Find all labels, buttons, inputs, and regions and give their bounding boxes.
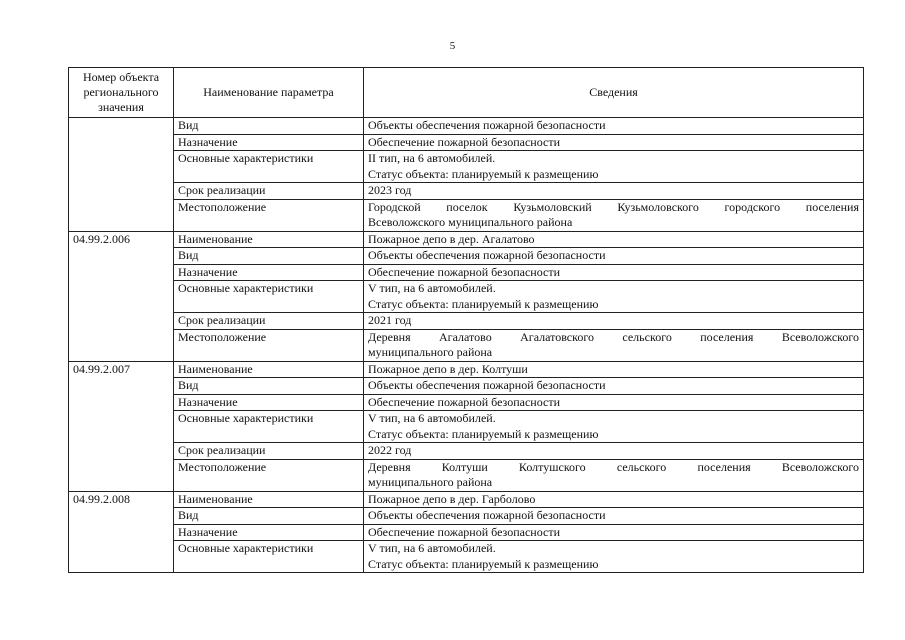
details-cell <box>364 231 864 248</box>
details-line: Городской поселок Кузьмоловский Кузьмоловского городского поселения <box>368 199 859 214</box>
parameter-name-cell: Срок реализации <box>174 183 364 200</box>
details-cell <box>364 151 864 183</box>
object-number-cell <box>69 118 174 232</box>
details-cell <box>364 411 864 443</box>
details-line: Статус объекта: планируемый к размещению <box>368 556 599 571</box>
table-row <box>69 361 864 378</box>
parameter-name-cell: Наименование <box>174 231 364 248</box>
details-line: Объекты обеспечения пожарной безопасности <box>368 508 606 522</box>
details-line: Пожарное депо в дер. Агалатово <box>368 231 535 246</box>
details-cell <box>364 508 864 525</box>
table-row <box>69 134 864 151</box>
header-object-number: Номер объекта регионального значения <box>69 68 174 118</box>
object-number-cell: 04.99.2.007 <box>69 361 174 491</box>
details-cell <box>364 524 864 541</box>
parameter-name-cell: Местоположение <box>174 329 364 361</box>
details-cell <box>364 443 864 460</box>
details-line: Всеволожского муниципального района <box>368 215 573 229</box>
table-row <box>69 199 864 231</box>
table-row <box>69 378 864 395</box>
parameter-name-cell: Назначение <box>174 264 364 281</box>
details-line: Пожарное депо в дер. Гарболово <box>368 491 536 506</box>
parameter-name-cell: Срок реализации <box>174 443 364 460</box>
object-number-cell: 04.99.2.006 <box>69 231 174 361</box>
object-number-cell: 04.99.2.008 <box>69 491 174 573</box>
table-row <box>69 524 864 541</box>
details-cell <box>364 394 864 411</box>
parameter-name-cell: Местоположение <box>174 459 364 491</box>
details-line: Объекты обеспечения пожарной безопасности <box>368 378 606 392</box>
parameter-name-cell: Вид <box>174 378 364 395</box>
details-cell <box>364 541 864 573</box>
details-cell <box>364 459 864 491</box>
details-line: Обеспечение пожарной безопасности <box>368 394 561 409</box>
details-line: V тип, на 6 автомобилей. <box>368 411 496 425</box>
parameter-name-cell: Наименование <box>174 361 364 378</box>
parameter-name-cell: Вид <box>174 118 364 135</box>
details-cell <box>364 183 864 200</box>
table-row <box>69 231 864 248</box>
details-line: V тип, на 6 автомобилей. <box>368 281 496 295</box>
details-cell <box>364 329 864 361</box>
details-line: муниципального района <box>368 475 493 489</box>
details-line: II тип, на 6 автомобилей. <box>368 151 496 165</box>
table-row <box>69 541 864 573</box>
details-cell <box>364 313 864 330</box>
details-cell <box>364 199 864 231</box>
details-line: 2022 год <box>368 443 412 457</box>
table-row <box>69 183 864 200</box>
table-row <box>69 411 864 443</box>
details-cell <box>364 378 864 395</box>
parameter-name-cell: Основные характеристики <box>174 411 364 443</box>
table-row <box>69 394 864 411</box>
header-parameter-name: Наименование параметра <box>174 68 364 118</box>
details-line: Статус объекта: планируемый к размещению <box>368 296 599 311</box>
details-line: муниципального района <box>368 345 493 359</box>
details-line: Обеспечение пожарной безопасности <box>368 524 561 539</box>
details-cell <box>364 134 864 151</box>
page-number: 5 <box>449 40 456 52</box>
table-row <box>69 329 864 361</box>
details-line: Пожарное депо в дер. Колтуши <box>368 361 528 376</box>
details-cell <box>364 248 864 265</box>
table-row <box>69 264 864 281</box>
details-line: 2023 год <box>368 183 412 197</box>
table-row <box>69 508 864 525</box>
details-line: Объекты обеспечения пожарной безопасности <box>368 248 606 262</box>
parameter-name-cell: Основные характеристики <box>174 151 364 183</box>
header-details: Сведения <box>364 68 864 118</box>
parameter-name-cell: Вид <box>174 508 364 525</box>
parameters-table <box>68 67 864 573</box>
parameter-name-cell: Назначение <box>174 524 364 541</box>
details-cell <box>364 264 864 281</box>
table-body <box>69 118 864 573</box>
details-cell <box>364 491 864 508</box>
table-row <box>69 491 864 508</box>
table-row <box>69 459 864 491</box>
parameter-name-cell: Назначение <box>174 394 364 411</box>
details-line: V тип, на 6 автомобилей. <box>368 541 496 555</box>
parameter-name-cell: Местоположение <box>174 199 364 231</box>
parameter-name-cell: Основные характеристики <box>174 281 364 313</box>
details-line: Деревня Колтуши Колтушского сельского поселения Всеволожского <box>368 459 859 474</box>
table-row <box>69 118 864 135</box>
details-line: Статус объекта: планируемый к размещению <box>368 426 599 441</box>
table-row <box>69 313 864 330</box>
parameter-name-cell: Вид <box>174 248 364 265</box>
details-line: 2021 год <box>368 313 412 327</box>
parameter-name-cell: Основные характеристики <box>174 541 364 573</box>
details-line: Объекты обеспечения пожарной безопасности <box>368 118 606 132</box>
parameter-name-cell: Наименование <box>174 491 364 508</box>
details-cell <box>364 118 864 135</box>
table-row <box>69 443 864 460</box>
details-line: Деревня Агалатово Агалатовского сельского поселения Всеволожского <box>368 329 859 344</box>
table-row <box>69 248 864 265</box>
details-line: Статус объекта: планируемый к размещению <box>368 166 599 181</box>
details-line: Обеспечение пожарной безопасности <box>368 264 561 279</box>
parameter-name-cell: Срок реализации <box>174 313 364 330</box>
table-row <box>69 281 864 313</box>
details-cell <box>364 361 864 378</box>
table-row <box>69 151 864 183</box>
details-cell <box>364 281 864 313</box>
parameter-name-cell: Назначение <box>174 134 364 151</box>
details-line: Обеспечение пожарной безопасности <box>368 134 561 149</box>
table-header-row <box>69 68 864 118</box>
